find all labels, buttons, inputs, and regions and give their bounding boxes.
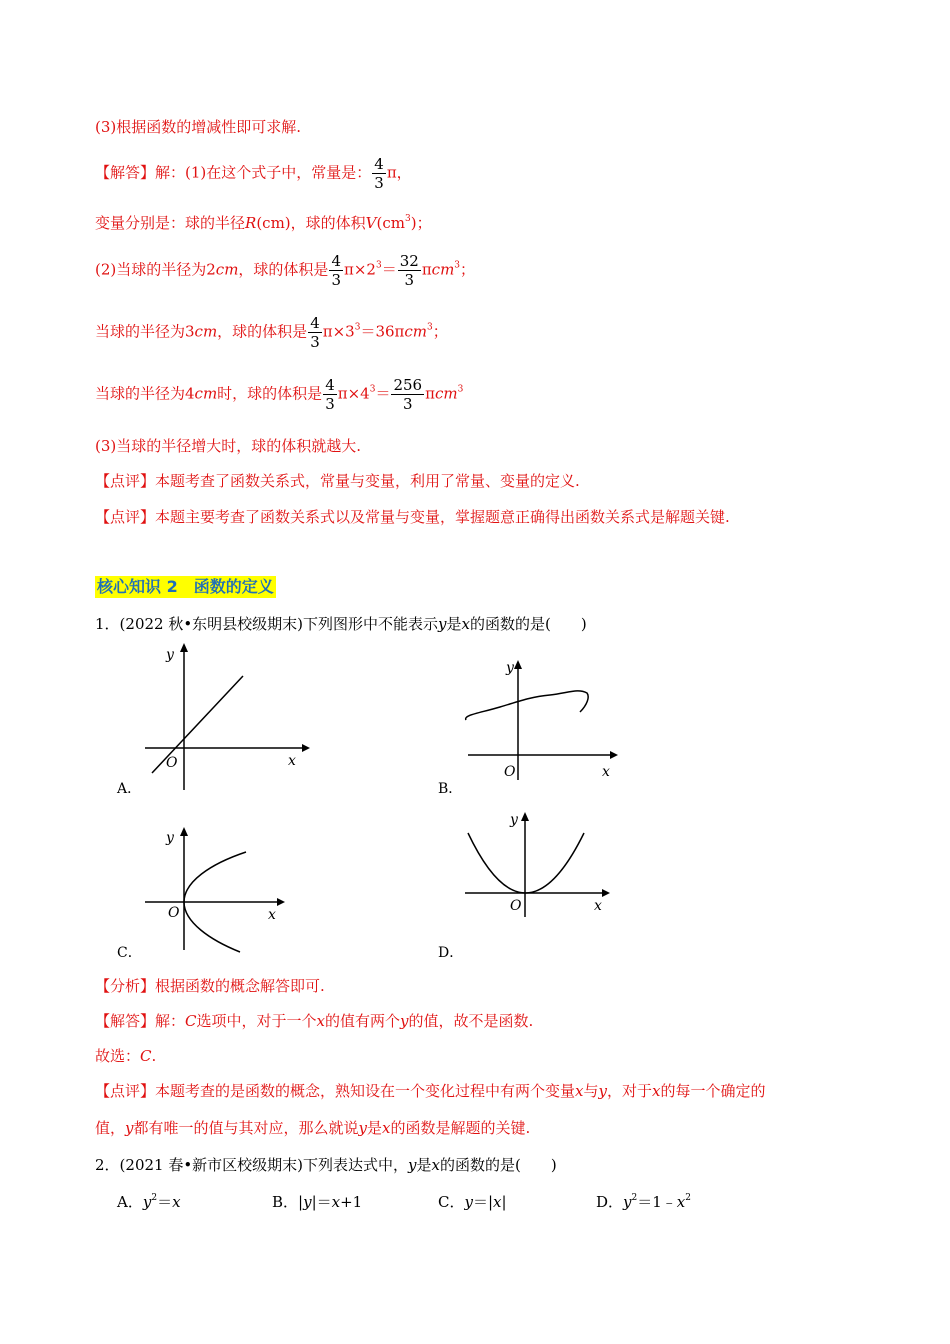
option-b-label[interactable]: B． [438,781,463,797]
y-label: y [166,830,174,846]
part3-conclusion: (3)当球的半径增大时，球的体积就越大. [95,437,362,455]
fraction-4-3: $\frac{4}{3}$ [374,155,384,192]
option-d-label[interactable]: D． [438,945,464,961]
comment-2: 【点评】本题主要考查了函数关系式以及常量与变量，掌握题意正确得出函数关系式是解题关键. [95,508,730,526]
q1-choice: 故选：C. [95,1047,157,1065]
y-label: y [166,647,174,663]
origin-label: O [166,755,178,771]
q1-analysis: 【分析】根据函数的概念解答即可. [95,977,325,995]
variables-line: 变量分别是：球的半径R(cm)，球的体积$V(cm^3)$； [95,214,432,232]
y-label: y [506,660,514,676]
comment-1: 【点评】本题考查了函数关系式，常量与变量，利用了常量、变量的定义. [95,472,580,490]
wavy-curve [466,691,589,720]
parabola-curve [468,833,584,893]
graph-d [460,805,620,920]
y-axis-arrow-icon [180,827,188,836]
x-label: x [268,907,276,923]
q2-option-b[interactable]: B．|y|＝x+1 [272,1193,363,1211]
q2-option-c[interactable]: C．y＝|x| [438,1193,507,1211]
q1-comment-line1: 【点评】本题考查的是函数的概念，熟知设在一个变化过程中有两个变量x与y，对于x的每一个确定的 [95,1082,766,1100]
option-a-label[interactable]: A． [117,781,142,797]
x-axis-arrow-icon [277,898,285,906]
x-label: x [594,898,602,914]
graph-a [140,640,310,795]
section-heading: 核心知识 2 函数的定义 [97,577,274,596]
q1-answer: 【解答】解：C选项中，对于一个x的值有两个y的值，故不是函数. [95,1012,534,1030]
q1-comment-line2: 值，y都有唯一的值与其对应，那么就说y是x的函数是解题的关键. [95,1119,531,1137]
x-label: x [288,753,296,769]
y-axis-arrow-icon [521,812,529,821]
graph-b [460,655,620,785]
origin-label: O [510,898,522,914]
y-axis-arrow-icon [514,660,522,669]
q1-stem: 1．(2022 秋•东明县校级期末)下列图形中不能表示y是x的函数的是( ) [95,615,587,633]
x-axis-arrow-icon [602,889,610,897]
x-axis-arrow-icon [610,751,618,759]
q2-option-d[interactable]: D．$y^2=1﹣x^2$ [596,1193,691,1211]
graph-c [140,822,290,962]
origin-label: O [504,764,516,780]
part2-radius-2: (2)当球的半径为2cm，球的体积是 $\frac{4}{3}$ $\pi\times 2^3=$ $\frac{32}{3}$ πcm$^3$； [95,252,476,289]
answer-part1: 【解答】解：(1)在这个式子中，常量是： $\frac{4}{3}$ π， [95,155,412,192]
origin-label: O [168,905,180,921]
x-axis-arrow-icon [302,744,310,752]
q2-option-a[interactable]: A．$y^2=x$ [117,1193,181,1211]
y-axis-arrow-icon [180,643,188,652]
y-label: y [510,812,518,828]
option-c-label[interactable]: C． [117,945,142,961]
radius-4: 当球的半径为4cm时，球的体积是 $\frac{4}{3}$ $\pi\times 4^3=$ $\frac{256}{3}$ πcm$^3$ [95,376,464,413]
solution-intro: (3)根据函数的增减性即可求解. [95,118,302,136]
x-label: x [602,764,610,780]
radius-3: 当球的半径为3cm，球的体积是 $\frac{4}{3}$ $\pi\times 3^3=36\pi cm^3$； [95,314,448,351]
q2-stem: 2．(2021 春•新市区校级期末)下列表达式中，y是x的函数的是( ) [95,1156,557,1174]
